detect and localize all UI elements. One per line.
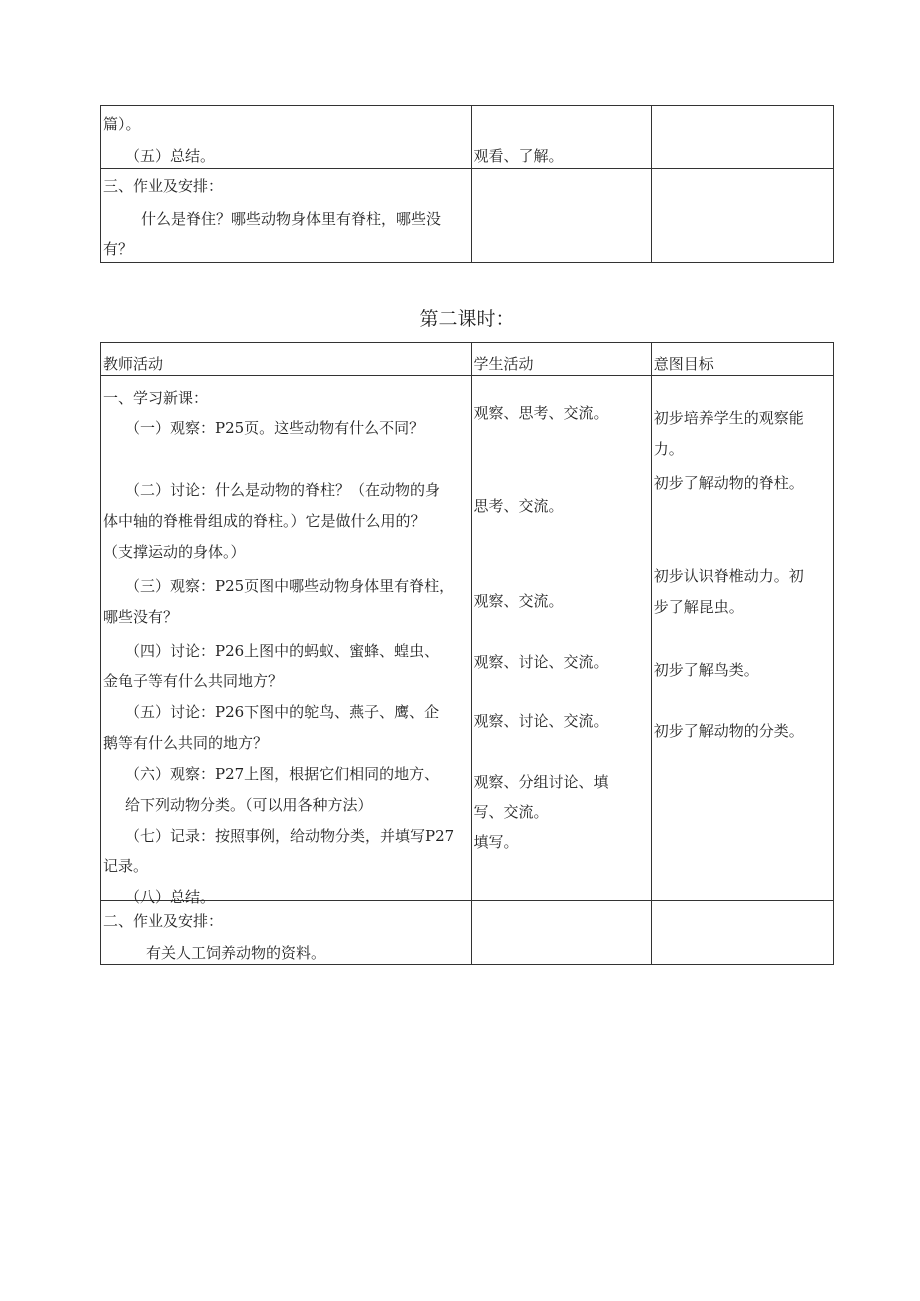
text-line: 观察、讨论、交流。 [473, 653, 609, 671]
text-line: 二、作业及安排： [103, 912, 224, 930]
header-row [101, 343, 834, 376]
header-student: 学生活动 [471, 343, 651, 376]
text-line: 体中轴的脊椎骨组成的脊柱。）它是做什么用的？ [103, 512, 426, 530]
teacher-activity-cell [101, 169, 472, 263]
table-row [101, 901, 834, 965]
text-line: 力。 [653, 440, 684, 458]
text-line: 观察、思考、交流。 [473, 404, 609, 422]
text-line: （五）讨论：P26下图中的鸵鸟、燕子、鹰、企 [125, 703, 440, 721]
text-line: （一）观察：P25页。这些动物有什么不同？ [125, 419, 425, 437]
text-line: 思考、交流。 [473, 497, 564, 515]
text-line: 观察、交流。 [473, 592, 564, 610]
text-line: （三）观察：P25页图中哪些动物身体里有脊柱， [125, 577, 455, 595]
text-line: 写、交流。 [473, 803, 549, 821]
text-line: （七）记录：按照事例，给动物分类，并填写P27 [125, 827, 455, 845]
table-row [101, 106, 834, 169]
text-line: 初步了解动物的脊柱。 [653, 474, 804, 492]
table-row [101, 376, 834, 901]
text-line: （二）讨论：什么是动物的脊柱？（在动物的身 [125, 481, 441, 499]
teacher-activity-cell [101, 901, 472, 965]
header-goal: 意图目标 [651, 343, 833, 376]
lesson-table [100, 342, 834, 965]
goal-cell [651, 106, 833, 169]
section-title: 第二课时： [419, 308, 515, 330]
student-activity-cell [471, 106, 651, 169]
text-line: 有关人工饲养动物的资料。 [146, 944, 327, 962]
text-line: （八）总结。 [125, 888, 216, 906]
text-line: 初步培养学生的观察能 [653, 409, 804, 427]
goal-cell [651, 901, 833, 965]
student-activity-cell [471, 376, 651, 901]
text-line: 观察、分组讨论、填 [473, 773, 609, 791]
text-line: 什么是脊住？哪些动物身体里有脊柱，哪些没 [141, 210, 442, 228]
goal-cell [651, 376, 833, 901]
text-line: 给下列动物分类。（可以用各种方法） [125, 796, 373, 814]
text-line: 观看、了解。 [473, 147, 564, 165]
student-activity-cell [471, 169, 651, 263]
text-line: 观察、讨论、交流。 [473, 712, 609, 730]
text-line: 填写。 [473, 833, 519, 851]
text-line: 金龟子等有什么共同地方？ [103, 672, 284, 690]
text-line: （六）观察：P27上图，根据它们相同的地方、 [125, 765, 440, 783]
teacher-activity-cell [101, 106, 472, 169]
text-line: 篇）。 [103, 115, 141, 133]
text-line: （支撑运动的身体。） [103, 543, 246, 561]
text-line: （四）讨论：P26上图中的蚂蚁、蜜蜂、蝗虫、 [125, 642, 440, 660]
table-row [101, 169, 834, 263]
header-teacher: 教师活动 [101, 343, 472, 376]
text-line: 三、作业及安排： [103, 177, 224, 195]
text-line: 步了解昆虫。 [653, 598, 744, 616]
text-line: 哪些没有？ [103, 608, 179, 626]
goal-cell [651, 169, 833, 263]
text-line: 鹅等有什么共同的地方？ [103, 734, 269, 752]
student-activity-cell [471, 901, 651, 965]
text-line: 初步认识脊椎动力。初 [653, 567, 804, 585]
text-line: （五）总结。 [125, 147, 216, 165]
lesson-table-continued [100, 105, 834, 263]
text-line: 记录。 [103, 857, 149, 875]
teacher-activity-cell [101, 376, 472, 906]
text-line: 有？ [103, 240, 134, 258]
text-line: 初步了解鸟类。 [653, 661, 759, 679]
text-line: 初步了解动物的分类。 [653, 722, 804, 740]
text-line: 一、学习新课： [103, 389, 209, 407]
